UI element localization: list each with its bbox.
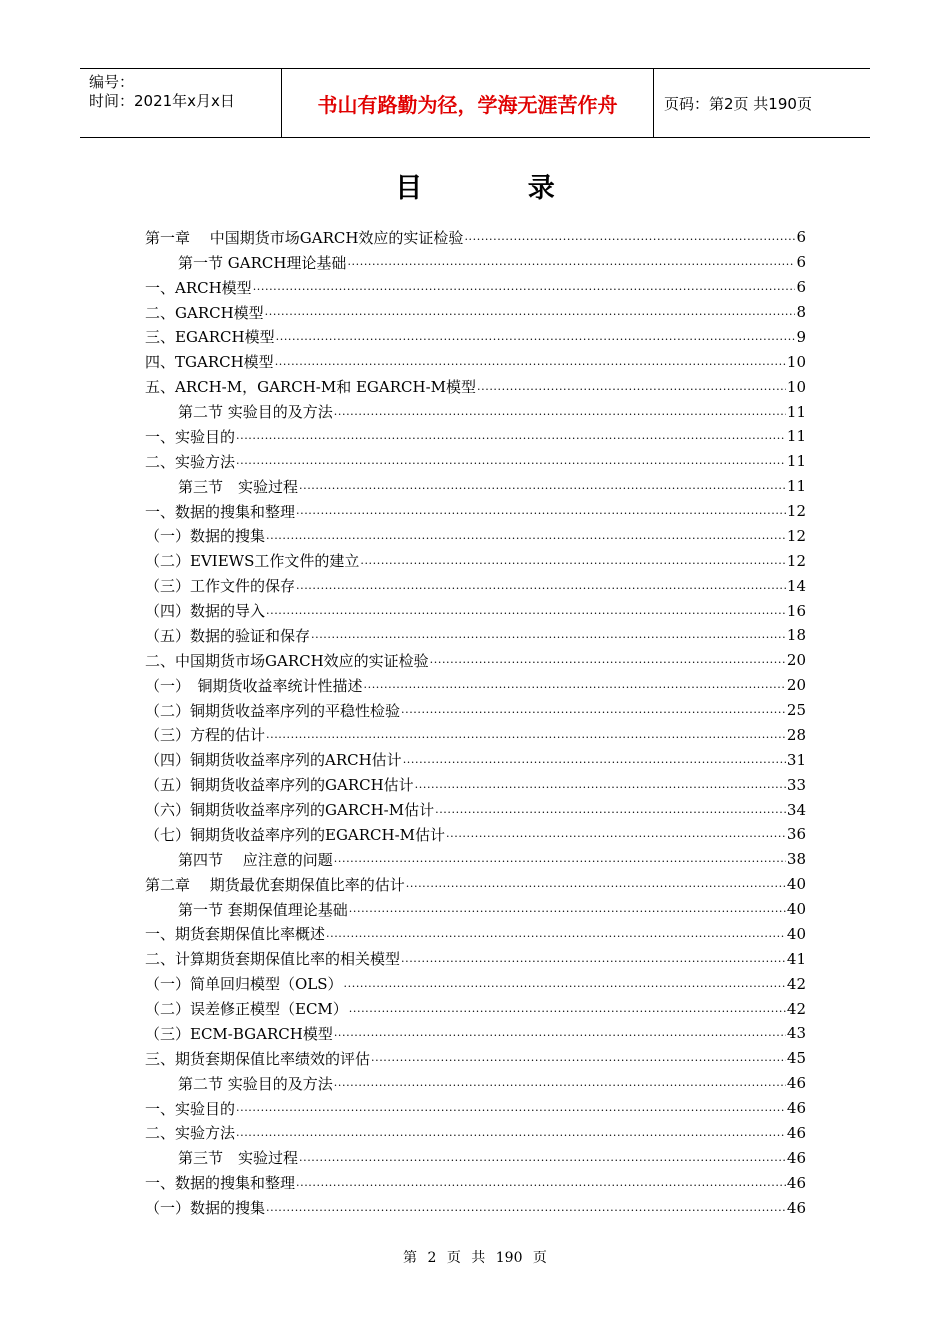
toc-dot-leader [296,504,786,518]
toc-entry-title: 一、实验目的 [145,427,236,446]
toc-entry[interactable] [145,548,806,573]
toc-dot-leader [446,827,786,841]
toc-entry[interactable] [145,623,806,648]
toc-entry-title: （五）数据的验证和保存 [145,626,311,645]
toc-entry-page: 31 [786,750,806,769]
toc-dot-leader [401,703,786,717]
toc-entry[interactable] [145,374,806,399]
toc-entry-title: （三）工作文件的保存 [145,577,296,596]
toc-entry-title: （六）铜期货收益率序列的GARCH-M估计 [145,801,435,820]
toc-entry-page: 11 [786,402,806,421]
toc-entry-title: 三、期货套期保值比率绩效的评估 [145,1049,371,1068]
toc-entry-page: 33 [786,775,806,794]
toc-dot-leader [276,330,796,344]
toc-entry-page: 9 [796,327,806,346]
toc-dot-leader [371,1051,786,1065]
toc-entry-page: 11 [786,477,806,496]
toc-entry[interactable] [145,424,806,449]
toc-entry[interactable] [145,922,806,947]
toc-entry-title: 第二节 实验目的及方法 [178,1074,333,1093]
toc-entry-page: 12 [786,502,806,521]
toc-entry-title: （一）简单回归模型（OLS） [145,975,343,994]
toc-dot-leader [364,678,786,692]
toc-entry[interactable] [145,971,806,996]
toc-entry[interactable] [145,897,806,922]
toc-entry[interactable] [145,822,806,847]
toc-entry-title: 第一章 中国期货市场GARCH效应的实证检验 [145,228,464,247]
toc-entry[interactable] [145,275,806,300]
toc-entry-title: （七）铜期货收益率序列的EGARCH-M估计 [145,825,446,844]
toc-entry-page: 20 [786,676,806,695]
toc-entry[interactable] [145,1145,806,1170]
page-footer: 第 2 页 共 190 页 [403,1250,547,1266]
toc-entry-title: 三、EGARCH模型 [145,328,275,347]
toc-entry[interactable] [145,772,806,797]
toc-entry-title: （一） 铜期货收益率统计性描述 [145,676,363,695]
toc-dot-leader [464,230,795,244]
toc-entry-title: 二、计算期货套期保值比率的相关模型 [145,950,401,969]
toc-entry-page: 46 [786,1074,806,1093]
toc-entry-page: 46 [786,1123,806,1142]
time-label: 时间：2021年x月x日 [89,92,235,110]
toc-entry-page: 14 [786,576,806,595]
toc-entry-page: 11 [786,452,806,471]
toc-entry-page: 36 [786,825,806,844]
toc-entry-title: 第四节 应注意的问题 [178,850,333,869]
toc-entry[interactable] [145,225,806,250]
toc-entry-title: 二、实验方法 [145,452,236,471]
toc-entry-title: 二、GARCH模型 [145,303,264,322]
toc-dot-leader [401,952,786,966]
toc-entry-title: （二）铜期货收益率序列的平稳性检验 [145,701,401,720]
toc-entry-title: 第二节 实验目的及方法 [178,403,333,422]
toc-entry[interactable] [145,723,806,748]
toc-entry[interactable] [145,524,806,549]
toc-entry-page: 16 [786,601,806,620]
toc-dot-leader [236,454,786,468]
toc-dot-leader [430,653,786,667]
toc-entry-page: 6 [796,278,806,297]
toc-dot-leader [344,977,786,991]
toc-entry-title: （一）数据的搜集 [145,1199,266,1218]
toc-entry-title: 一、实验目的 [145,1099,236,1118]
toc-entry-page: 40 [786,875,806,894]
toc-entry[interactable] [145,946,806,971]
toc-entry-page: 28 [786,725,806,744]
toc-entry-title: 第一节 套期保值理论基础 [178,900,348,919]
toc-entry-title: 一、ARCH模型 [145,278,252,297]
toc-entry-title: （三）ECM-BGARCH模型 [145,1024,333,1043]
toc-entry-page: 25 [786,701,806,720]
header-meta [80,69,282,137]
toc-entry[interactable] [145,449,806,474]
toc-entry-page: 10 [786,352,806,371]
toc-entry-page: 34 [786,800,806,819]
toc-entry-page: 46 [786,1198,806,1217]
toc-dot-leader [299,479,786,493]
toc-entry-title: （四）数据的导入 [145,602,266,621]
toc-dot-leader [360,554,786,568]
toc-entry-title: 一、数据的搜集和整理 [145,502,296,521]
toc-entry-title: 二、中国期货市场GARCH效应的实证检验 [145,651,429,670]
toc-entry-page: 46 [786,1099,806,1118]
toc-entry[interactable] [145,847,806,872]
toc-entry-title: （二）误差修正模型（ECM） [145,1000,348,1019]
toc-dot-leader [477,380,786,394]
toc-entry-page: 10 [786,377,806,396]
toc-dot-leader [236,1126,786,1140]
toc-dot-leader [236,1101,786,1115]
toc-dot-leader [349,1002,786,1016]
toc-entry-title: 第一节 GARCH理论基础 [178,253,347,272]
toc-entry[interactable] [145,872,806,897]
toc-entry[interactable] [145,399,806,424]
toc-dot-leader [296,1176,786,1190]
toc-entry-title: （一）数据的搜集 [145,527,266,546]
toc-dot-leader [266,529,786,543]
toc-entry-title: （二）EVIEWS工作文件的建立 [145,552,360,571]
toc-entry[interactable] [145,474,806,499]
toc-dot-leader [296,579,786,593]
toc-entry-page: 12 [786,551,806,570]
toc-entry-title: （五）铜期货收益率序列的GARCH估计 [145,776,414,795]
toc-dot-leader [266,728,786,742]
toc-entry[interactable] [145,698,806,723]
toc-dot-leader [334,1076,786,1090]
toc-dot-leader [347,255,795,269]
toc-entry[interactable] [145,1121,806,1146]
toc-dot-leader [435,803,786,817]
toc-dot-leader [349,902,786,916]
toc-dot-leader [334,405,786,419]
toc-entry-title: （三）方程的估计 [145,726,266,745]
toc-entry[interactable] [145,1195,806,1220]
toc-entry-page: 42 [786,999,806,1018]
page-title: 目 录 [395,173,603,204]
toc-entry[interactable] [145,797,806,822]
toc-entry-page: 41 [786,949,806,968]
toc-entry[interactable] [145,1071,806,1096]
toc-entry-page: 20 [786,651,806,670]
toc-entry-title: 第二章 期货最优套期保值比率的估计 [145,875,405,894]
toc-entry[interactable] [145,1170,806,1195]
toc-entry-title: 一、数据的搜集和整理 [145,1174,296,1193]
toc-entry[interactable] [145,573,806,598]
toc-entry-title: （四）铜期货收益率序列的ARCH估计 [145,751,402,770]
toc-dot-leader [311,628,786,642]
toc-entry[interactable] [145,996,806,1021]
toc-entry-page: 46 [786,1148,806,1167]
toc-dot-leader [236,429,786,443]
toc-entry[interactable] [145,300,806,325]
toc-entry-page: 43 [786,1024,806,1043]
header-motto: 书山有路勤为径，学海无涯苦作舟 [282,69,654,137]
toc-dot-leader [275,355,786,369]
toc-dot-leader [253,280,796,294]
toc-entry-page: 46 [786,1173,806,1192]
toc-entry-title: 第三节 实验过程 [178,1149,299,1168]
toc-entry[interactable] [145,1096,806,1121]
toc-entry[interactable] [145,250,806,275]
toc-entry-title: 五、ARCH-M，GARCH-M和 EGARCH-M模型 [145,378,477,397]
toc-dot-leader [334,1026,786,1040]
toc-entry-page: 11 [786,427,806,446]
header-page-info: 页码：第2页 共190页 [664,94,812,113]
toc-entry-page: 40 [786,924,806,943]
toc-dot-leader [299,1151,786,1165]
toc-dot-leader [265,305,796,319]
toc-entry[interactable] [145,1021,806,1046]
toc-dot-leader [266,604,786,618]
toc-entry-title: 二、实验方法 [145,1124,236,1143]
toc-entry[interactable] [145,673,806,698]
toc-entry[interactable] [145,598,806,623]
toc-entry-page: 40 [786,900,806,919]
toc-entry[interactable] [145,1046,806,1071]
toc-entry-page: 12 [786,526,806,545]
toc-entry[interactable] [145,349,806,374]
toc-entry-page: 42 [786,974,806,993]
toc-dot-leader [415,778,786,792]
toc-entry-page: 6 [796,228,806,247]
toc-entry-title: 第三节 实验过程 [178,477,299,496]
toc-dot-leader [326,927,786,941]
toc-entry-page: 6 [796,253,806,272]
toc-dot-leader [334,852,786,866]
page-header [80,68,870,138]
toc-entry-page: 18 [786,626,806,645]
toc-entry-page: 8 [796,303,806,322]
toc-entry[interactable] [145,747,806,772]
toc-dot-leader [403,753,786,767]
toc-entry[interactable] [145,325,806,350]
toc-entry[interactable] [145,499,806,524]
toc-entry-title: 四、TGARCH模型 [145,353,274,372]
toc-dot-leader [266,1201,786,1215]
toc-entry[interactable] [145,648,806,673]
toc-entry-title: 一、期货套期保值比率概述 [145,925,326,944]
table-of-contents [145,225,806,1220]
toc-entry-page: 38 [786,850,806,869]
toc-entry-page: 45 [786,1049,806,1068]
toc-dot-leader [406,877,786,891]
number-label: 编号： [89,73,135,91]
